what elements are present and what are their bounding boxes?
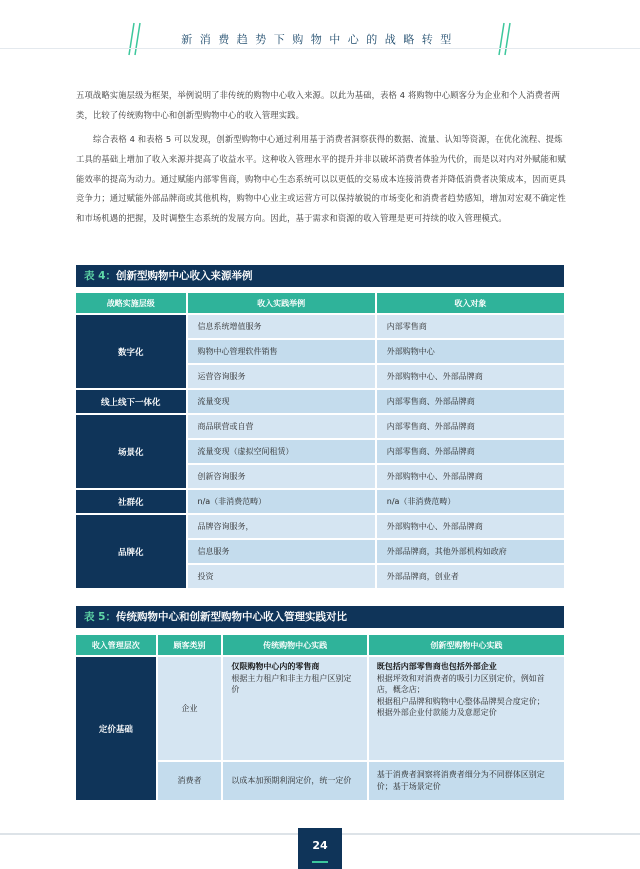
body-paragraph: 综合表格 4 和表格 5 可以发现，创新型购物中心通过利用基于消费者洞察获得的数据、流量、认知等资源，在优化流程、提炼工具的基础上增加了收入来源并提高了收益水平。这种收入管理水平的提升并非以破坏消费者体验为代价，而是以对内对外赋能和赋能效率的提高为动力。通过赋能内部零售商，购物中心生态系统可以以更低的交易成本连接消费者并降低消费者决策成本，因而更具竞争力；通过赋能外部品牌商或其他机构，购物中心业主或运营方可以保持敏锐的市场变化和消费者趋势感知，增加对宏观不确定性和市场机遇的把握，及时调整生态系统的发展方向。因此，基于需求和资源的收入管理是更可持续的收入管理模式。 xyxy=(76,134,566,224)
customer-type-cell: 消费者 xyxy=(158,762,222,800)
practice-cell: 购物中心管理软件销售 xyxy=(188,340,375,363)
practice-cell: 流量变现（虚拟空间租赁） xyxy=(188,440,375,463)
revenue-management-comparison-table xyxy=(74,633,566,802)
column-header: 收入管理层次 xyxy=(76,635,156,655)
innovative-practice-cell xyxy=(369,762,564,800)
table-caption-number: 表 5： xyxy=(84,611,116,623)
table-caption-number: 表 4： xyxy=(84,270,116,282)
table-row xyxy=(76,490,564,513)
traditional-practice-cell xyxy=(223,657,366,760)
table-row xyxy=(76,390,564,413)
body-paragraph: 五项战略实施层级为框架，举例说明了非传统的购物中心收入来源。以此为基础，表格 4 将购物中心顾客分为企业和个人消费者两类，比较了传统购物中心和创新型购物中心的收入管理实践。 xyxy=(76,90,561,120)
table-row xyxy=(76,415,564,438)
target-cell: 内部零售商、外部品牌商 xyxy=(377,390,564,413)
cell-line: 根据坪效和对消费者的吸引力区别定价，例如首店，概念店； xyxy=(376,673,545,695)
revenue-sources-table xyxy=(74,291,566,590)
target-cell: 外部品牌商，创业者 xyxy=(377,565,564,588)
target-cell: 外部购物中心、外部品牌商 xyxy=(377,515,564,538)
column-header: 收入实践举例 xyxy=(188,293,375,313)
table-row xyxy=(76,515,564,538)
target-cell: 外部品牌商，其他外部机构如政府 xyxy=(377,540,564,563)
target-cell: 外部购物中心、外部品牌商 xyxy=(377,465,564,488)
strategy-level-cell: 场景化 xyxy=(76,415,186,488)
strategy-level-cell: 品牌化 xyxy=(76,515,186,588)
strategy-level-cell: 线上线下一体化 xyxy=(76,390,186,413)
table-header-row xyxy=(76,635,564,655)
page-number-underline xyxy=(312,861,328,863)
running-title: 新消费趋势下购物中心的战略转型 xyxy=(181,33,459,46)
target-cell: 外部购物中心 xyxy=(377,340,564,363)
practice-cell: 流量变现 xyxy=(188,390,375,413)
page-header xyxy=(120,22,520,56)
target-cell: 内部零售商、外部品牌商 xyxy=(377,440,564,463)
traditional-practice-cell xyxy=(223,762,366,800)
customer-type-cell: 企业 xyxy=(158,657,222,760)
double-slash-icon xyxy=(498,22,512,56)
cell-line: 根据主力租户和非主力租户区别定价 xyxy=(231,673,352,695)
header-divider xyxy=(0,48,640,49)
practice-cell: 创新咨询服务 xyxy=(188,465,375,488)
strategy-level-cell: 社群化 xyxy=(76,490,186,513)
column-header: 创新型购物中心实践 xyxy=(369,635,564,655)
practice-cell: 投资 xyxy=(188,565,375,588)
target-cell: 内部零售商、外部品牌商 xyxy=(377,415,564,438)
practice-cell: 品牌咨询服务， xyxy=(188,515,375,538)
practice-cell: n/a（非消费范畴） xyxy=(188,490,375,513)
table-row xyxy=(76,657,564,760)
column-header: 顾客类别 xyxy=(158,635,222,655)
page-number-box xyxy=(298,828,342,869)
table-row xyxy=(76,315,564,338)
table-caption-text: 传统购物中心和创新型购物中心收入管理实践对比 xyxy=(115,611,347,623)
table-header-row xyxy=(76,293,564,313)
cell-line: 以成本加预期利润定价，统一定价 xyxy=(231,776,352,786)
management-level-cell: 定价基础 xyxy=(76,657,156,800)
cell-heading: 既包括内部零售商也包括外部企业 xyxy=(376,662,497,671)
cell-line: 基于消费者洞察将消费者细分为不同群体区别定价；基于场景定价 xyxy=(376,770,545,791)
table-caption xyxy=(76,265,564,287)
column-header: 传统购物中心实践 xyxy=(223,635,366,655)
strategy-level-cell: 数字化 xyxy=(76,315,186,388)
table-caption-text: 创新型购物中心收入来源举例 xyxy=(115,270,253,282)
cell-heading: 仅限购物中心内的零售商 xyxy=(231,662,320,671)
innovative-practice-cell xyxy=(369,657,564,760)
column-header: 战略实施层级 xyxy=(76,293,186,313)
practice-cell: 信息系统增值服务 xyxy=(188,315,375,338)
target-cell: 内部零售商 xyxy=(377,315,564,338)
target-cell: n/a（非消费范畴） xyxy=(377,490,564,513)
column-header: 收入对象 xyxy=(377,293,564,313)
cell-line: 根据外部企业付款能力及意愿定价 xyxy=(376,708,497,718)
table-caption xyxy=(76,606,564,628)
practice-cell: 商品联营或自营 xyxy=(188,415,375,438)
target-cell: 外部购物中心、外部品牌商 xyxy=(377,365,564,388)
practice-cell: 信息服务 xyxy=(188,540,375,563)
practice-cell: 运营咨询服务 xyxy=(188,365,375,388)
cell-line: 根据租户品牌和购物中心整体品牌契合度定价； xyxy=(376,696,545,706)
page-number: 24 xyxy=(312,839,328,852)
